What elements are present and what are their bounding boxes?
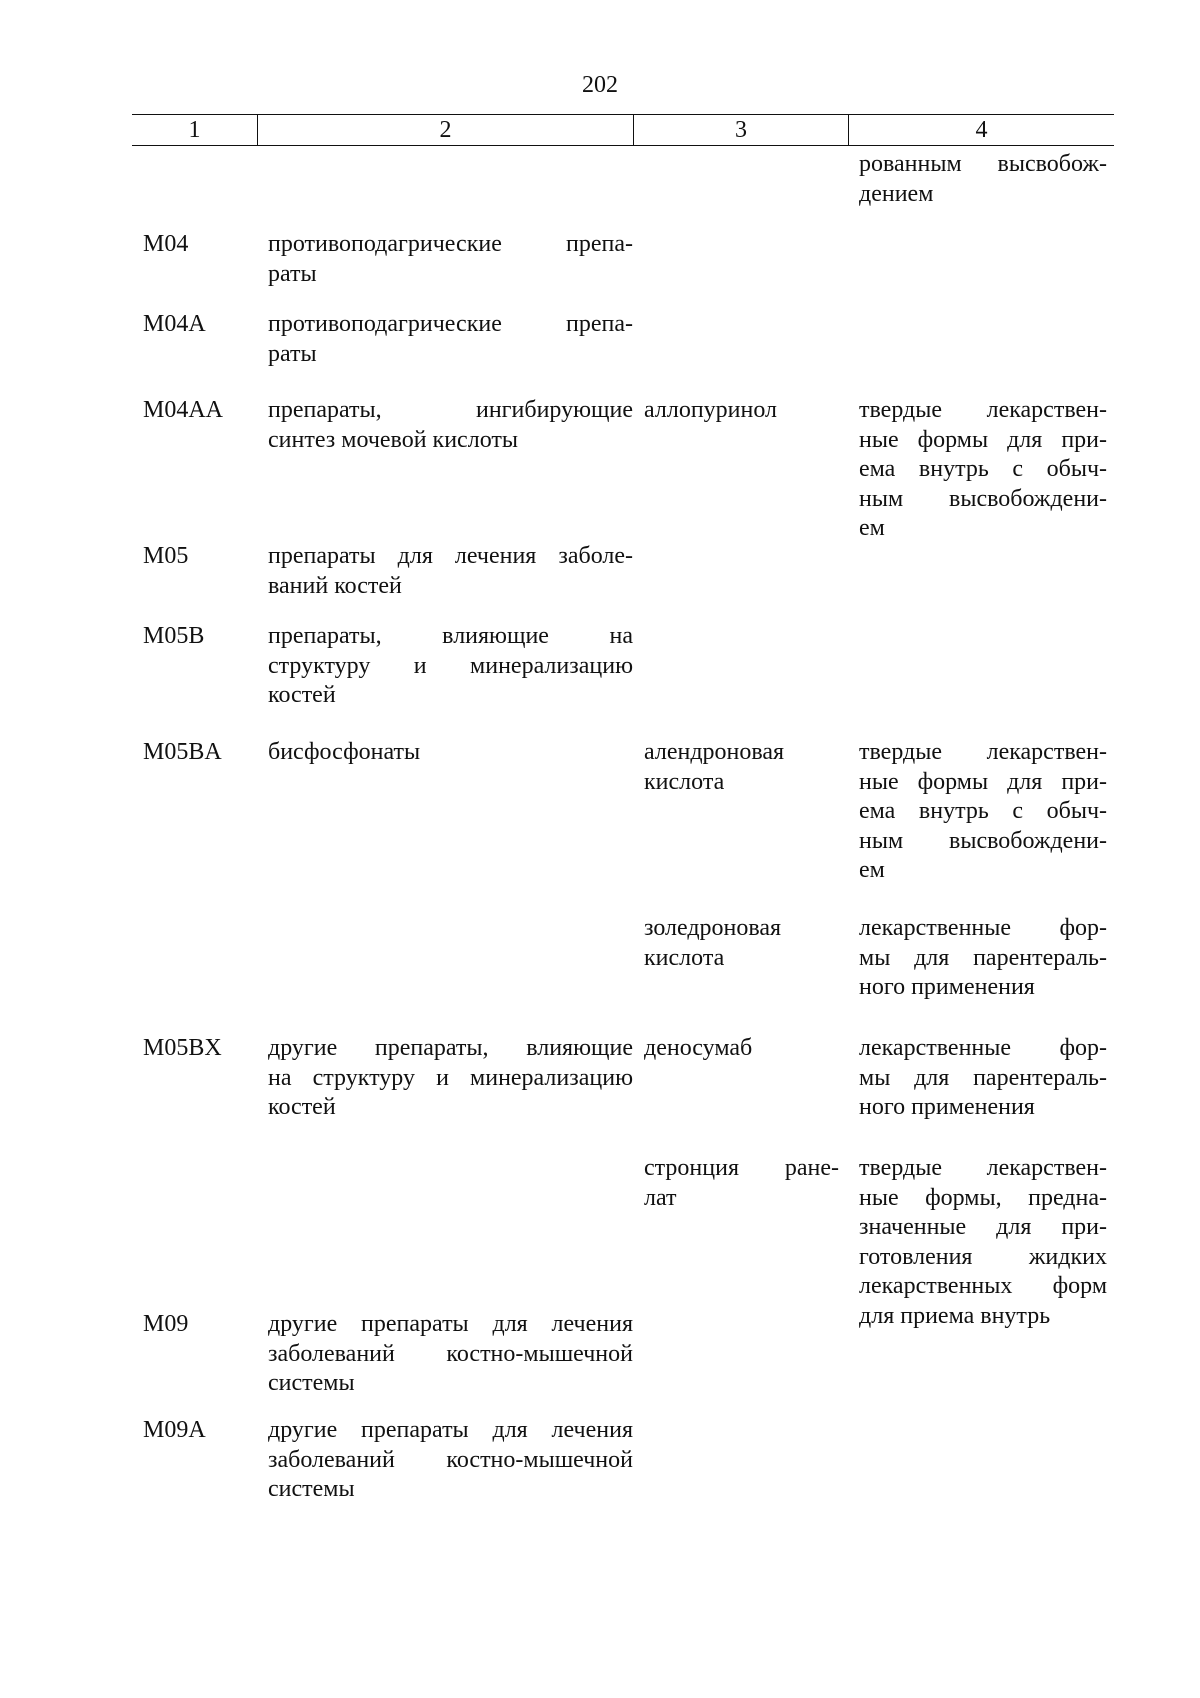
group-name-cell — [268, 1416, 633, 1505]
group-name-cell — [268, 230, 633, 289]
cell-text-line: костей — [268, 682, 336, 708]
atc-code-cell: M09 — [143, 1311, 189, 1337]
cell-text-line: другие препараты для лечения — [268, 1311, 633, 1337]
cell-text-line: бисфосфонаты — [268, 739, 421, 765]
cell-text-line: деносумаб — [644, 1035, 753, 1061]
cell-text-line: значенные для при- — [859, 1214, 1107, 1240]
column-header-4: 4 — [848, 115, 1114, 145]
column-header-2: 2 — [257, 115, 633, 145]
cell-text-line: на структуру и минерализацию — [268, 1064, 633, 1091]
cell-text-line: ваний костей — [268, 572, 402, 599]
cell-text-line: лекарственных форм — [859, 1273, 1107, 1299]
cell-text-line: препараты для лечения заболе- — [268, 543, 633, 569]
dosage-form-cell — [859, 1034, 1107, 1123]
cell-text-line: лекарственные фор- — [859, 915, 1107, 941]
cell-text-line: готовления жидких — [859, 1243, 1107, 1270]
atc-code-cell: M04 — [143, 231, 189, 257]
group-name-cell — [268, 622, 633, 711]
drug-name-cell — [644, 1154, 839, 1213]
atc-code-cell: M05B — [143, 623, 205, 649]
cell-text-line: противоподагрические препа- — [268, 311, 633, 337]
cell-text-line: рованным высвобож- — [859, 151, 1107, 177]
group-name-cell — [268, 1310, 633, 1399]
drug-name-cell — [644, 396, 839, 426]
cell-text-line: ема внутрь с обыч- — [859, 798, 1107, 824]
dosage-form-cell — [859, 396, 1107, 544]
cell-text-line: дением — [859, 180, 934, 207]
dosage-form-cell — [859, 738, 1107, 886]
cell-text-line: ного применения — [859, 1094, 1035, 1120]
cell-text-line: раты — [268, 260, 317, 287]
atc-code-cell: M09A — [143, 1417, 206, 1443]
cell-text-line: ные формы для при- — [859, 426, 1107, 453]
cell-text-line: лат — [644, 1184, 677, 1211]
cell-text-line: твердые лекарствен- — [859, 1155, 1107, 1181]
atc-code-cell: M04A — [143, 311, 206, 337]
cell-text-line: стронция ране- — [644, 1155, 839, 1181]
cell-text-line: кислота — [644, 944, 725, 971]
cell-text-line: алендроновая — [644, 739, 785, 765]
cell-text-line: ные формы для при- — [859, 768, 1107, 795]
cell-text-line: заболеваний костно-мышечной — [268, 1340, 633, 1367]
cell-text-line: ем — [859, 857, 885, 883]
cell-text-line: кислота — [644, 768, 725, 795]
cell-text-line: структуру и минерализацию — [268, 652, 633, 679]
cell-text-line: ема внутрь с обыч- — [859, 456, 1107, 482]
cell-text-line: лекарственные фор- — [859, 1035, 1107, 1061]
drug-classification-table — [132, 114, 1114, 1502]
drug-name-cell — [644, 1034, 839, 1064]
cell-text-line: ные формы, предна- — [859, 1184, 1107, 1211]
group-name-cell — [268, 1034, 633, 1123]
dosage-form-cell — [859, 914, 1107, 1003]
cell-text-line: ного применения — [859, 974, 1035, 1000]
drug-name-cell — [644, 738, 839, 797]
cell-text-line: твердые лекарствен- — [859, 739, 1107, 765]
cell-text-line: мы для парентераль- — [859, 1064, 1107, 1091]
dosage-form-cell — [859, 1154, 1107, 1331]
table-header-row — [132, 114, 1114, 146]
cell-text-line: ным высвобождени- — [859, 827, 1107, 854]
cell-text-line: препараты, ингибирующие — [268, 397, 633, 423]
cell-text-line: противоподагрические препа- — [268, 231, 633, 257]
dosage-form-cell — [859, 150, 1107, 209]
cell-text-line: препараты, влияющие на — [268, 623, 633, 649]
atc-code-cell: M05BA — [143, 739, 222, 765]
cell-text-line: мы для парентераль- — [859, 944, 1107, 971]
atc-code-cell: M05BX — [143, 1035, 222, 1061]
group-name-cell — [268, 738, 633, 768]
group-name-cell — [268, 542, 633, 601]
column-header-1: 1 — [188, 117, 201, 143]
atc-code-cell: M04AA — [143, 397, 224, 423]
cell-text-line: заболеваний костно-мышечной — [268, 1446, 633, 1473]
cell-text-line: твердые лекарствен- — [859, 397, 1107, 423]
cell-text-line: другие препараты, влияющие — [268, 1035, 633, 1061]
drug-name-cell — [644, 914, 839, 973]
group-name-cell — [268, 396, 633, 455]
column-header-3: 3 — [633, 115, 848, 145]
cell-text-line: системы — [268, 1370, 355, 1396]
cell-text-line: другие препараты для лечения — [268, 1417, 633, 1443]
atc-code-cell: M05 — [143, 543, 189, 569]
group-name-cell — [268, 310, 633, 369]
cell-text-line: синтез мочевой кислоты — [268, 426, 518, 453]
cell-text-line: системы — [268, 1476, 355, 1502]
cell-text-line: для приема внутрь — [859, 1302, 1051, 1329]
cell-text-line: золедроновая — [644, 915, 782, 941]
cell-text-line: костей — [268, 1094, 336, 1120]
page-number: 202 — [582, 72, 618, 98]
cell-text-line: раты — [268, 340, 317, 367]
cell-text-line: ем — [859, 515, 885, 541]
cell-text-line: ным высвобождени- — [859, 485, 1107, 512]
cell-text-line: аллопуринол — [644, 397, 778, 423]
